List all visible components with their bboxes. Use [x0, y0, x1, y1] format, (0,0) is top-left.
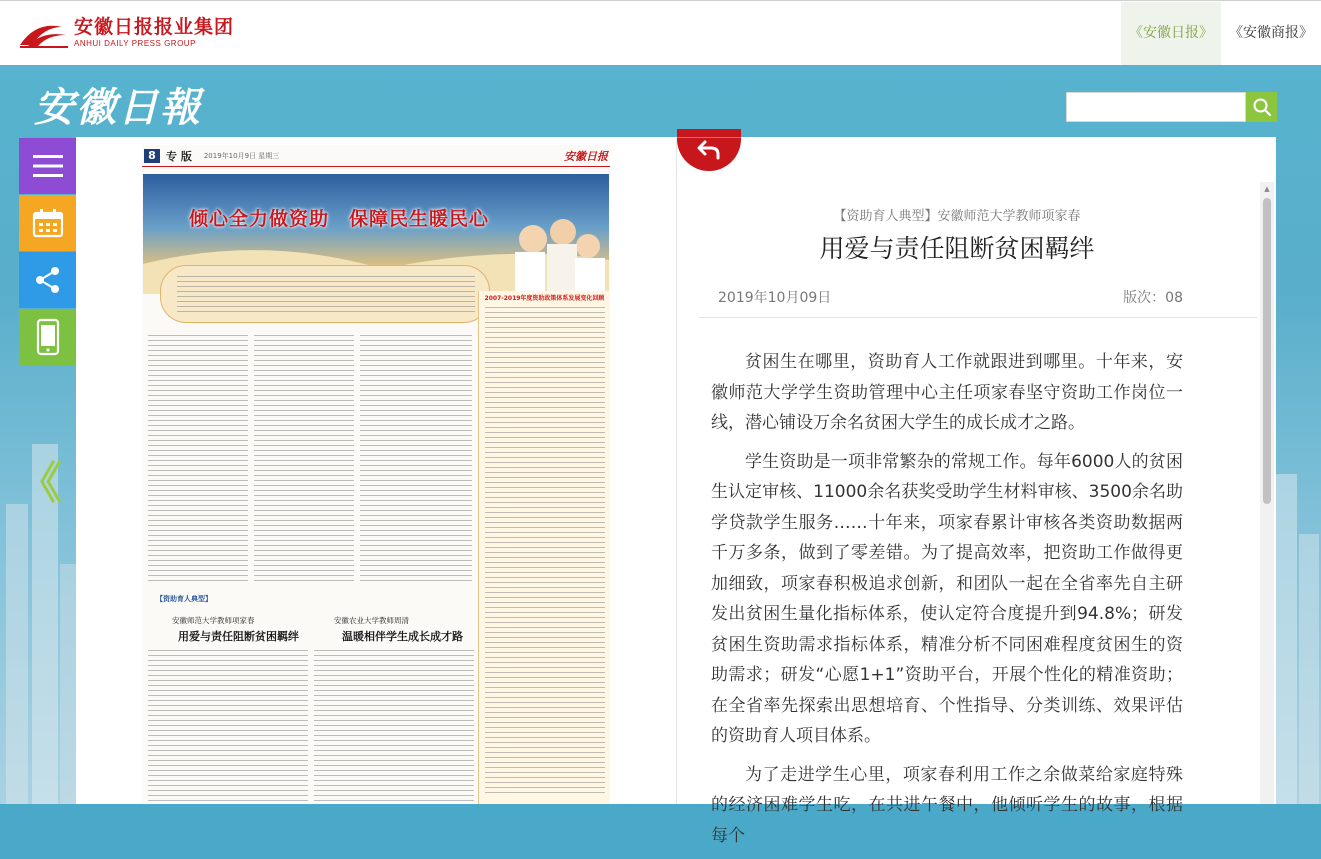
article-body — [711, 347, 1183, 859]
page-date: 2019年10月9日 星期三 — [203, 151, 280, 160]
skyline-left-decoration — [0, 384, 80, 804]
article-reader — [676, 137, 1276, 846]
story1-text — [148, 650, 308, 804]
share-icon — [34, 266, 62, 294]
previous-page-arrow-icon[interactable]: 《 — [18, 458, 62, 509]
article-paragraph: 学生资助是一项非常繁杂的常规工作。每年6000人的贫困生认定审核、11000余名获奖受助学生材料审核、3500余名助学贷款学生服务……十年来，项家春累计审核各类资助数据两千万多条，做到了零差错。为了提高效率，把资助工作做得更加细致，项家春积极追求创新，和团队一起在全省率先自主研发出贫困生量化指标体系，使认定符合度提升到94.8%；研发贫困生资助需求指标体系，精准分析不同困难程度贫困生的资助需求；研发“心愿1+1”资助平台，开展个性化的精准资助；在全省率先探索出思想培育、个性指导、分类训练、效果评估的资助育人项目体系。 — [711, 451, 1183, 746]
story1-school: 安徽师范大学教师项家春 — [172, 616, 255, 625]
article-date: 2019年10月09日 — [718, 290, 832, 306]
mobile-icon — [37, 319, 59, 355]
page-brand: 安徽日报 — [564, 150, 608, 163]
paper-switcher — [1121, 2, 1321, 65]
search-input[interactable] — [1066, 92, 1246, 122]
timeline-title: 2007-2019年度资助政策体系发展变化回顾 — [484, 295, 605, 302]
paper-link-anhui-daily[interactable]: 《安徽日报》 — [1121, 2, 1221, 65]
intro-text-lines — [177, 276, 475, 314]
scrollbar[interactable] — [1260, 182, 1274, 804]
search-icon — [1252, 97, 1272, 117]
story2-school: 安徽农业大学教师周清 — [334, 616, 409, 625]
back-button[interactable] — [677, 129, 741, 171]
group-logo-icon — [18, 15, 70, 51]
section-tag: 【资助育人典型】 — [156, 595, 212, 603]
menu-icon — [33, 154, 63, 178]
top-header — [0, 0, 1321, 65]
search-button[interactable] — [1246, 92, 1277, 122]
group-name-en: ANHUI DAILY PRESS GROUP — [74, 39, 196, 48]
divider — [699, 317, 1257, 318]
article-title: 用爱与责任阻断贫困羁绊 — [819, 234, 1095, 263]
page-viewer — [76, 137, 676, 804]
paper-link-anhui-business[interactable]: 《安徽商报》 — [1229, 25, 1313, 41]
date-picker-button[interactable] — [19, 195, 76, 251]
group-logo[interactable] — [18, 15, 234, 51]
group-name-cn: 安徽日报报业集团 — [74, 16, 235, 38]
column-text-2 — [254, 335, 354, 585]
menu-button[interactable] — [19, 138, 76, 194]
page-number: 8 — [144, 149, 160, 163]
masthead-title[interactable]: 安徽日報 — [34, 84, 202, 131]
article-subtitle: 【资助育人典型】安徽师范大学教师项家春 — [833, 209, 1081, 224]
story2-text — [314, 650, 474, 804]
intro-box — [160, 265, 490, 323]
calendar-icon — [33, 209, 63, 237]
column-text-3 — [360, 335, 472, 585]
article-paragraph: 为了走进学生心里，项家春利用工作之余做菜给家庭特殊的经济困难学生吃，在共进午餐中，他倾听学生的故事，根据每个 — [711, 764, 1183, 846]
share-button[interactable] — [19, 252, 76, 308]
policy-timeline-box — [478, 291, 610, 804]
column-text-1 — [148, 335, 248, 585]
newspaper-page-image[interactable] — [142, 145, 610, 804]
scroll-up-icon[interactable]: ▲ — [1264, 185, 1270, 193]
article-page: 版次：08 — [1123, 290, 1183, 306]
scroll-thumb[interactable] — [1263, 198, 1271, 504]
timeline-text-lines — [485, 307, 605, 797]
back-arrow-icon — [696, 139, 722, 161]
story1-headline[interactable]: 用爱与责任阻断贫困羁绊 — [178, 630, 299, 643]
banner-headline: 倾心全力做资助 保障民生暖民心 — [189, 208, 490, 230]
article-paragraph: 贫困生在哪里，资助育人工作就跟进到哪里。十年来，安徽师范大学学生资助管理中心主任项家春坚守资助工作岗位一线，潜心铺设万余名贫困大学生的成长成才之路。 — [711, 352, 1183, 433]
mobile-view-button[interactable] — [19, 309, 76, 365]
story2-headline[interactable]: 温暖相伴学生成长成才路 — [342, 630, 463, 643]
page-label: 专 版 — [166, 149, 192, 163]
page-header — [142, 145, 610, 167]
